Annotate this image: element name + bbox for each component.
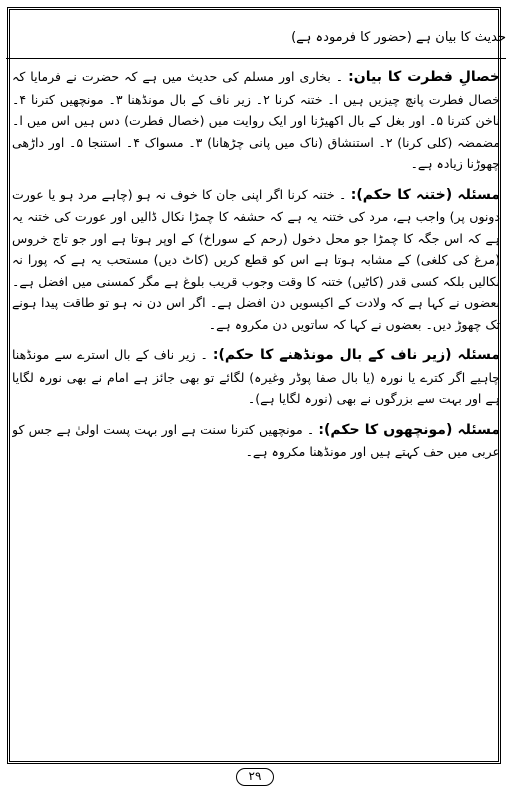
paragraph: [12, 419, 500, 463]
section-heading: مسئلہ (ختنہ کا حکم):: [350, 186, 500, 203]
divider-rule: [6, 58, 506, 59]
section-body: ۔ مونچھیں کترنا سنت ہے اور بہت پست اولیٰ ہے جس کو عربی میں حف کہتے ہیں اور مونڈھنا مکروہ ہے۔: [12, 421, 500, 459]
paragraph: [12, 184, 500, 336]
top-line: حدیث کا بیان ہے (حضور کا فرمودہ ہے): [291, 30, 506, 45]
section-body: ۔ زیر ناف کے بال استرے سے مونڈھنا چاہیے اگر کترے یا نورہ (یا بال صفا پوڈر وغیرہ) لگائے تو بھی جائز ہے امام نے بھی نورہ لگایا ہے اور بہت سے بزرگوں نے بھی (نورہ لگایا ہے)۔: [12, 347, 500, 406]
page-content: [12, 66, 500, 746]
section-heading: مسئلہ (مونچھوں کا حکم):: [318, 421, 500, 438]
section-body: ۔ بخاری اور مسلم کی حدیث میں ہے کہ حضرت نے فرمایا کہ خصال فطرت پانچ چیزیں ہیں ا۔ ختنہ کرنا ۲۔ زیر ناف کے بال مونڈھنا ۳۔ مونچھیں کترنا ۴۔ ناخن کترنا ۵۔ اور بغل کے بال اکھیڑنا اور ایک روایت میں (خصال فطرت) دس ہیں اس میں ا۔ مضمضہ (کلی کرنا) ۲۔ استنشاق (ناک میں پانی چڑھانا) ۳۔ مسواک ۴۔ استنجا ۵۔ اور داڑھی چھوڑنا زیادہ ہے۔: [12, 69, 500, 171]
page-number: ۲۹: [236, 768, 274, 786]
section-body: ۔ ختنہ کرنا اگر اپنی جان کا خوف نہ ہو (چاہے مرد ہو یا عورت دونوں پر) واجب ہے، مرد کی ختنہ یہ ہے کہ حشفہ کا چمڑا نکال ڈالیں اور عورت کی ختنہ یہ ہے کہ اس جگہ کا چمڑا جو محل دخول (رحم کے سوراخ) کے اوپر ہوتا ہے اور جو تاج خروس (مرغ کی کلغی) کے مشابہ ہوتا ہے اس کو قطع کریں (کاٹ دیں) مستحب یہ ہے کہ پورا نہ نکالیں بلکہ کسی قدر (کاٹیں) ختنہ کا وقت وجوب قریب بلوغ ہے مگر کمسنی میں افضل ہے۔ بعضوں نے کہا ہے کہ ولادت کے اکیسویں دن افضل ہے۔ اگر اس دن نہ ہو تو طاقت پیدا ہونے تک چھوڑ دیں۔ بعضوں نے کہا کہ ساتویں دن مکروہ ہے۔: [12, 186, 500, 332]
section-heading: خصالِ فطرت کا بیان:: [348, 69, 500, 85]
paragraph: [12, 66, 500, 175]
paragraph: [12, 344, 500, 410]
section-heading: مسئلہ (زیر ناف کے بال مونڈھنے کا حکم):: [212, 347, 500, 363]
